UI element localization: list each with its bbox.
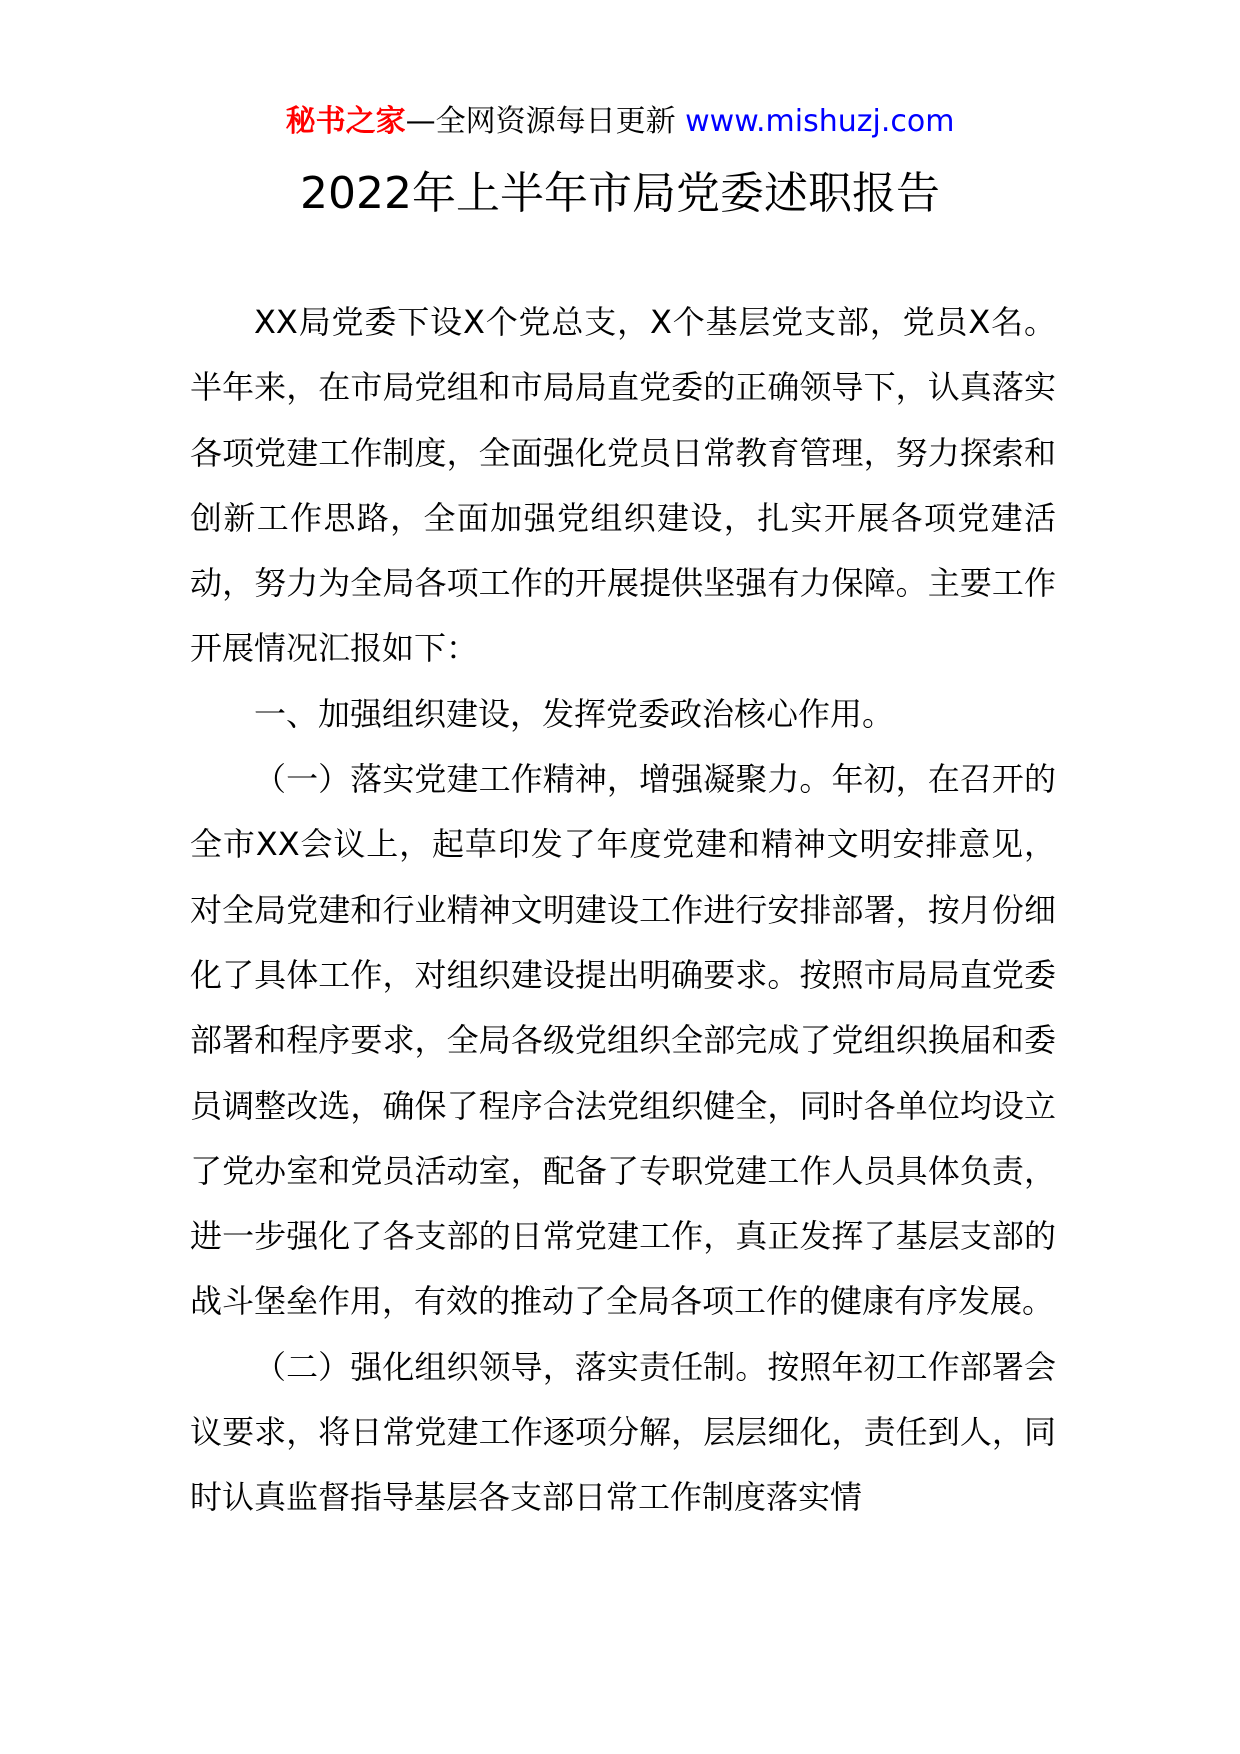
document-body <box>190 290 1056 1531</box>
document-title: 2022年上半年市局党委述职报告 <box>300 168 940 219</box>
paragraph-subsection-2: （二）强化组织领导，落实责任制。按照年初工作部署会议要求，将日常党建工作逐项分解，层层细化，责任到人，同时认真监督指导基层各支部日常工作制度落实情 <box>190 1347 1056 1517</box>
header-tagline: —全网资源每日更新 <box>405 104 676 139</box>
section-heading-1: 一、加强组织建设，发挥党委政治核心作用。 <box>254 694 895 733</box>
paragraph-subsection-1: （一）落实党建工作精神，增强凝聚力。年初，在召开的全市XX会议上，起草印发了年度党建和精神文明安排意见，对全局党建和行业精神文明建设工作进行安排部署，按月份细化了具体工作，对组织建设提出明确要求。按照市局局直党委部署和程序要求，全局各级党组织全部完成了党组织换届和委员调整改选，确保了程序合法党组织健全，同时各单位均设立了党办室和党员活动室，配备了专职党建工作人员具体负责，进一步强化了各支部的日常党建工作，真正发挥了基层支部的战斗堡垒作用，有效的推动了全局各项工作的健康有序发展。 <box>190 760 1056 1321</box>
paragraph-intro: XX局党委下设X个党总支，X个基层党支部，党员X名。半年来，在市局党组和市局局直党委的正确领导下，认真落实各项党建工作制度，全面强化党员日常教育管理，努力探索和创新工作思路，全面加强党组织建设，扎实开展各项党建活动，努力为全局各项工作的开展提供坚强有力保障。主要工作开展情况汇报如下： <box>190 303 1056 668</box>
site-url-link[interactable]: www.mishuzj.com <box>685 104 955 139</box>
site-header <box>0 100 1240 144</box>
brand-name: 秘书之家 <box>285 104 406 139</box>
